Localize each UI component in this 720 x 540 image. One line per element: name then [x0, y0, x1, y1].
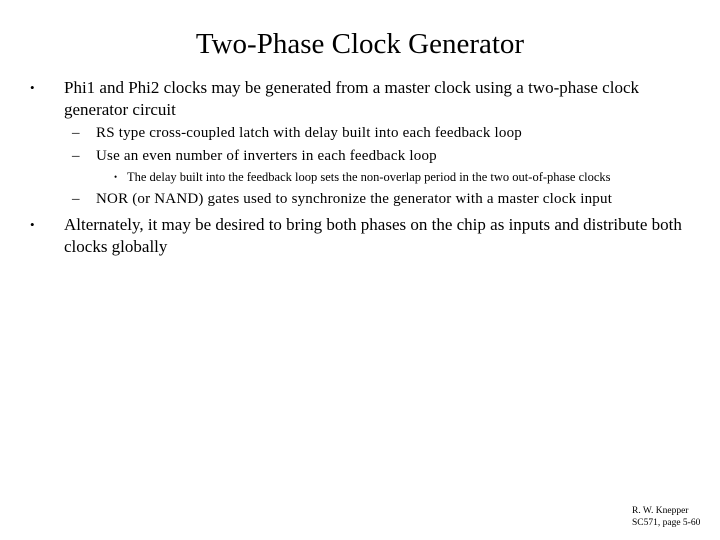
- subsubbullet-text: The delay built into the feedback loop sets the non-overlap period in the two out-of-phase clocks: [127, 170, 611, 184]
- dash-marker: –: [72, 125, 80, 141]
- subbullet-rs-latch: [72, 123, 692, 143]
- subbullet-text: NOR (or NAND) gates used to synchronize the generator with a master clock input: [96, 191, 613, 207]
- subbullet-text: Use an even number of inverters in each feedback loop: [96, 148, 437, 164]
- footer-page: SC571, page 5-60: [632, 518, 701, 528]
- footer-author: R. W. Knepper: [632, 506, 689, 516]
- bullet-marker: •: [114, 172, 118, 182]
- bullet-marker: •: [30, 80, 35, 95]
- slide-title: Two-Phase Clock Generator: [195, 28, 525, 60]
- subbullet-even-inverters: [72, 146, 692, 166]
- bullet-marker: •: [30, 217, 35, 232]
- subbullet-nor-nand-gates: [72, 189, 692, 209]
- dash-marker: –: [72, 191, 80, 207]
- bullet-alternate-distribution: [30, 214, 690, 258]
- slide-footer: [632, 505, 720, 529]
- bullet-text: Phi1 and Phi2 clocks may be generated from a master clock using a two-phase clock generator circuit: [64, 78, 639, 119]
- subsubbullet-delay-nonoverlap: [114, 169, 704, 185]
- bullet-clock-generation: [30, 77, 690, 121]
- subbullet-text: RS type cross-coupled latch with delay built into each feedback loop: [96, 125, 522, 141]
- dash-marker: –: [72, 148, 80, 164]
- bullet-text: Alternately, it may be desired to bring both phases on the chip as inputs and distribute both clocks globally: [64, 215, 682, 256]
